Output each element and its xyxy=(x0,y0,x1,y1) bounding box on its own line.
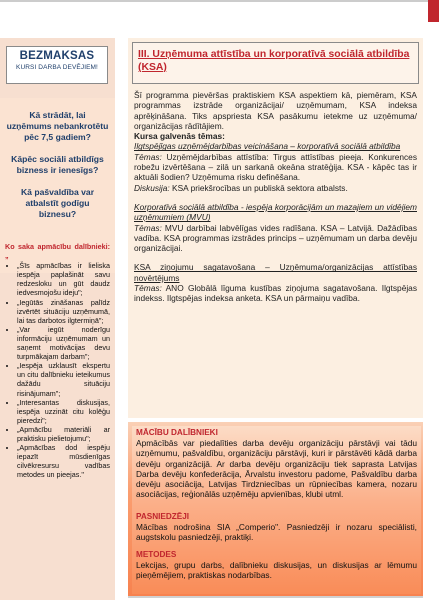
testimonials-title: Ko saka apmācību dalībnieki: „ xyxy=(5,242,110,261)
participants-text: Apmācībās var piedalīties darba devēju organizāciju pārstāvji vai tādu uzņēmumu, pašvaldību, organizāciju pārstāvji, kuri ir pārstāvēti kādā darba devēju organizācijā. Ar darba devēju organizāciju tiek saprasta Latvijas Darba devēju konfederācija, Ārvalstu investoru padome, Pašvaldību darba devēju asociācija, Latvijas Tirdzniecības un rūpniecības kamera, nozaru asociācijas, reģionālās uzņēmēju apvienības, klubi utml. xyxy=(136,438,417,500)
testimonial-item: • „Apmācību materiāli ar praktisku pielietojumu"; xyxy=(17,425,110,443)
topic-text-body: MVU darbībai labvēlīgas vides radīšana. KSA – Latvijā. Dažādības vadība. KSA programmas izstrādes princips – uzņēmumam un darba devēju organizācijai. xyxy=(134,222,417,254)
testimonial-item: • „Iespēja uzklausīt ekspertu un citu dalībnieku ieteikumus dažādu situāciju risinājumam"; xyxy=(17,361,110,397)
methods-text: Lekcijas, grupu darbs, dalībnieku diskusijas, un diskusijas ar lēmumu pieņēmējiem, praktiskas nodarbības. xyxy=(136,560,417,581)
topic-text-body: Uzņēmējdarbības attīstība: Tirgus attīstības pieeja. Konkurences robežu izvērtēšana – zilā un sarkanā okeāna stratēģija. KSA - kāpēc tas ir aktuāli šodien? Uzņēmuma risku definēšana. xyxy=(134,151,417,183)
badge-title: BEZMAKSAS xyxy=(19,50,95,62)
topic-text xyxy=(134,152,417,183)
topic-title: Korporatīvā sociālā atbildība - iespēja korporācijām un mazajiem un vidējiem uzņēmumiem (MVU) xyxy=(134,201,417,223)
lecturers-section xyxy=(136,512,417,543)
topic-label: Tēmas: xyxy=(134,283,162,294)
badge-subtitle: KURSI DARBA DEVĒJIEM! xyxy=(16,64,98,71)
topic-text-body: ANO Globālā līguma kustības ziņojuma sagatavošana. Ilgtspējas indekss. Ilgtspējas indeksa anketa. KSA un pārmaiņu vadība. xyxy=(134,283,417,304)
topic-label: Tēmas: xyxy=(134,222,162,233)
section-body xyxy=(134,90,417,304)
testimonials-list xyxy=(5,261,110,479)
free-course-badge xyxy=(6,46,108,84)
topic-label: Tēmas: xyxy=(134,151,162,162)
topics-heading: Kursa galvenās tēmas: xyxy=(134,131,225,142)
topic-title: KSA ziņojumu sagatavošana – Uzņēmuma/organizācijas attīstības novērtējums xyxy=(134,262,417,283)
participants-heading: MĀCĪBU DALĪBNIEKI xyxy=(136,428,218,437)
testimonials xyxy=(5,242,110,479)
corner-tab xyxy=(428,0,439,22)
question-1: Kā strādāt, lai uzņēmums nebankrotētu pēc 7,5 gadiem? xyxy=(6,110,109,142)
topic-label: Diskusija: xyxy=(134,182,170,193)
bottom-rule xyxy=(128,596,423,598)
testimonial-item: • „Var iegūt noderīgu informāciju uzņēmumam un saņemt motivācijas devu turpmākajam darbam"; xyxy=(17,325,110,361)
question-3: Kā pašvaldība var atbalstīt godīgu biznesu? xyxy=(20,187,95,219)
testimonial-item: • „Apmācības dod iespēju iepazīt mūsdienīgas cilvēkresursu vadības metodes un pieejas." xyxy=(17,443,110,479)
course-section xyxy=(128,38,423,418)
topic-text-body: KSA priekšrocības un publiskā sektora atbalsts. xyxy=(169,182,348,193)
section-title: III. Uzņēmuma attīstība un korporatīvā sociālā atbildība (KSA) xyxy=(138,49,410,73)
question-2: Kāpēc sociāli atbildīgs bizness ir ienesīgs? xyxy=(11,154,104,175)
lecturers-text: Mācības nodrošina SIA „Comperio". Pasniedzēji ir nozaru speciālisti, augstskolu pasniedzēji, praktiķi. xyxy=(136,522,417,543)
top-rule xyxy=(0,0,428,2)
topic-discussion xyxy=(134,183,417,193)
info-box-inner xyxy=(132,426,421,594)
testimonial-item: • „Interesantas diskusijas, iespēja uzzināt citu kolēģu pieredzi"; xyxy=(17,398,110,425)
methods-section xyxy=(136,550,417,581)
section-intro: Šī programma pievēršas praktiskiem KSA aspektiem kā, piemēram, KSA programmas izstrāde organizācijai/ uzņēmumam, KSA indeksa aprēķināšana. Tiks apspriesta KSA pasākumu ietekme uz uzņēmuma/ organizācijas rādītājiem. xyxy=(134,90,417,131)
testimonial-item: • „Šīs apmācības ir lieliska iespēja paplašināt savu redzesloku un gūt daudz iedvesmojošu ideju"; xyxy=(17,261,110,297)
section-title-box xyxy=(132,42,419,84)
lecturers-heading: PASNIEDZĒJI xyxy=(136,512,190,521)
topic-text xyxy=(134,283,417,304)
topic-title: Ilgtspējīgas uzņēmējdarbības veicināšana – korporatīvā sociālā atbildība xyxy=(134,141,401,152)
info-box xyxy=(128,422,423,596)
testimonial-item: • „Iegūtās zināšanas palīdz izvērtēt situāciju uzņēmumā, lai tas darbotos ilgtermiņā"; xyxy=(17,298,110,325)
methods-heading: METODES xyxy=(136,550,177,559)
topic-text xyxy=(134,223,417,254)
participants-section xyxy=(136,428,417,499)
